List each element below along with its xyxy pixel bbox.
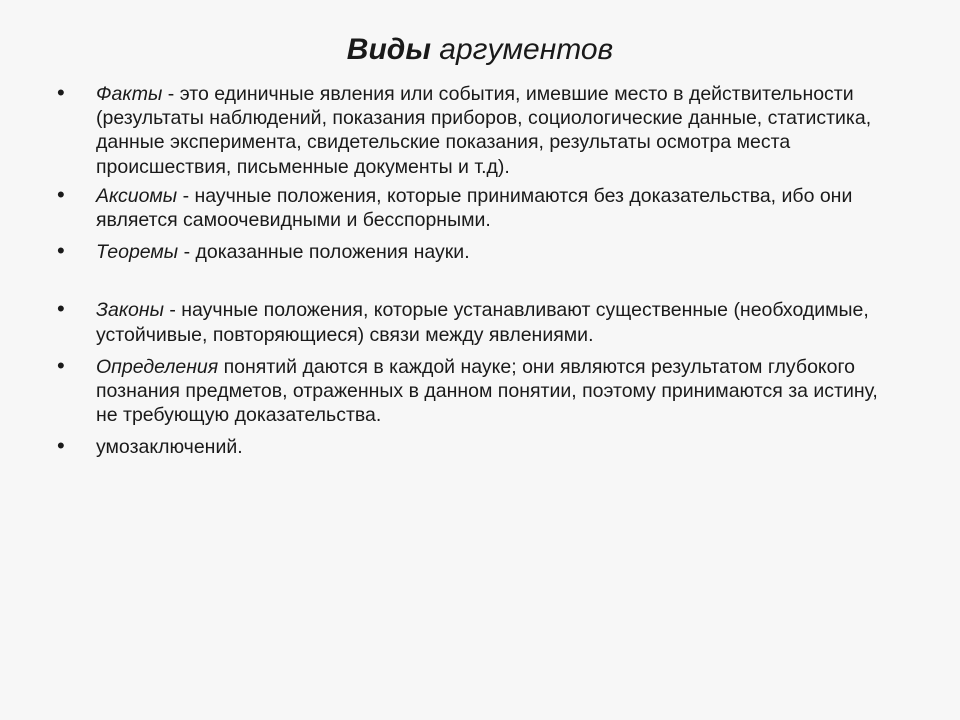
list-item-axioms: [57, 181, 897, 232]
term-axioms: Аксиомы: [96, 184, 178, 207]
text-inferences: умозаключений.: [96, 436, 243, 459]
bullet-icon: •: [57, 238, 65, 264]
term-facts: Факты: [96, 83, 163, 105]
bullet-icon: •: [57, 352, 65, 378]
term-theorems: Теоремы: [96, 241, 179, 264]
text-laws: - научные положения, которые устанавливают существенные (необходимые, устойчивые, повторяющиеся) связи между явлениями.: [96, 299, 869, 346]
list-item-theorems: [57, 240, 897, 264]
list-item-laws: [57, 298, 897, 346]
bullet-icon: •: [57, 433, 65, 459]
bullet-icon: •: [57, 296, 65, 322]
text-theorems: - доказанные положения науки.: [178, 241, 470, 264]
list-item-facts: [57, 82, 897, 179]
term-laws: Законы: [96, 299, 164, 322]
text-definitions: понятий даются в каждой науке; они являются результатом глубокого познания предметов, отраженных в данном понятии, поэтому принимаются за истину, не требующую доказательства.: [96, 355, 878, 427]
slide-title: [0, 30, 960, 70]
title-bold-word: Виды: [346, 33, 431, 66]
bullet-icon: •: [57, 80, 65, 105]
list-item-inferences: [57, 435, 897, 459]
term-definitions: Определения: [96, 355, 219, 378]
list-item-definitions: [57, 352, 897, 428]
bullet-icon: •: [57, 181, 65, 207]
text-axioms: - научные положения, которые принимаются без доказательства, ибо они является самоочевидными и бесспорными.: [96, 184, 853, 232]
text-facts: - это единичные явления или события, имевшие место в действительности (результаты наблюдений, показания приборов, социологические данные, статистика, данные эксперимента, свидетельские показания, результаты осмотра места происшествия, письменные документы и т.д).: [96, 83, 872, 178]
arguments-list: [57, 82, 897, 460]
title-rest: аргументов: [439, 33, 614, 66]
